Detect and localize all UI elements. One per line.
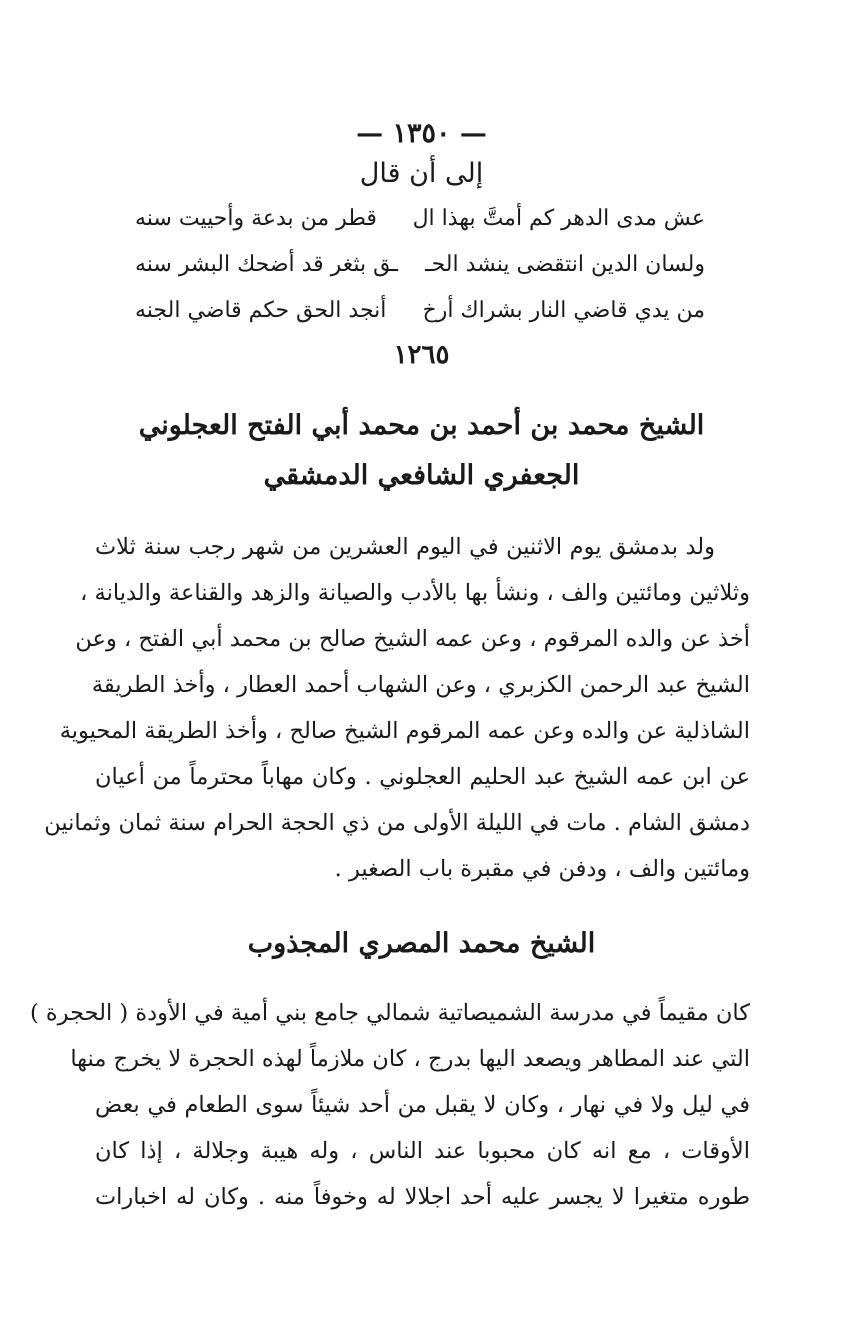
poem-verse xyxy=(135,298,705,342)
body-line: وثلاثين ومائتين والف ، ونشأ بها بالأدب والصيانة والزهد والقناعة والديانة ، xyxy=(80,580,750,606)
verse-first-hemistich: ولسان الدين انتقضى ينشد الحـ xyxy=(425,252,705,277)
body-line: دمشق الشام . مات في الليلة الأولى من ذي الحجة الحرام سنة ثمان وثمانين xyxy=(44,810,750,836)
body-line: الشيخ عبد الرحمن الكزبري ، وعن الشهاب أحمد العطار ، وأخذ الطريقة xyxy=(91,672,750,698)
verse-second-hemistich: أنجد الحق حكم قاضي الجنه xyxy=(135,298,387,323)
verse-first-hemistich: عش مدى الدهر كم أمتَّ بهذا ال xyxy=(412,206,705,231)
verse-second-hemistich: قطر من بدعة وأحييت سنه xyxy=(135,206,377,231)
section-subtitle: الجعفري الشافعي الدمشقي xyxy=(263,460,580,491)
body-line: ولد بدمشق يوم الاثنين في اليوم العشرين من شهر رجب سنة ثلاث xyxy=(95,534,715,560)
body-line: الشاذلية عن والده وعن عمه المرقوم الشيخ صالح ، وأخذ الطريقة المحيوية xyxy=(59,718,750,744)
poem-verse xyxy=(135,206,705,250)
body-line: أخذ عن والده المرقوم ، وعن عمه الشيخ صالح بن محمد أبي الفتح ، وعن xyxy=(75,626,750,652)
chronogram-year: ١٢٦٥ xyxy=(393,340,450,370)
verse-second-hemistich: ـق بثغر قد أضحك البشر سنه xyxy=(135,252,398,277)
body-line: التي عند المطاهر ويصعد اليها بدرج ، كان ملازماً لهذه الحجرة لا يخرج منها xyxy=(70,1046,750,1072)
body-line: طوره متغيرا لا يجسر عليه أحد اجلالا له وخوفاً منه . وكان له اخبارات xyxy=(95,1184,750,1210)
body-line: عن ابن عمه الشيخ عبد الحليم العجلوني . وكان مهاباً محترماً من أعيان xyxy=(95,764,750,790)
body-line: كان مقيماً في مدرسة الشميصاتية شمالي جامع بني أمية في الأودة ( الحجرة ) xyxy=(29,1000,750,1026)
page-number: — ١٣٥٠ — xyxy=(356,118,487,149)
poem-intro: إلى أن قال xyxy=(359,158,484,189)
section-title: الشيخ محمد المصري المجذوب xyxy=(247,928,596,959)
verse-first-hemistich: من يدي قاضي النار بشراك أرخ xyxy=(422,298,705,323)
poem-verse xyxy=(135,252,705,296)
body-line: في ليل ولا في نهار ، وكان لا يقبل من أحد شيئاً سوى الطعام في بعض xyxy=(95,1092,750,1118)
body-line: ومائتين والف ، ودفن في مقبرة باب الصغير . xyxy=(334,856,750,882)
body-line: الأوقات ، مع انه كان محبوبا عند الناس ، وله هيبة وجلالة ، إذا كان xyxy=(95,1138,750,1164)
section-title: الشيخ محمد بن أحمد بن محمد أبي الفتح العجلوني xyxy=(138,410,705,441)
